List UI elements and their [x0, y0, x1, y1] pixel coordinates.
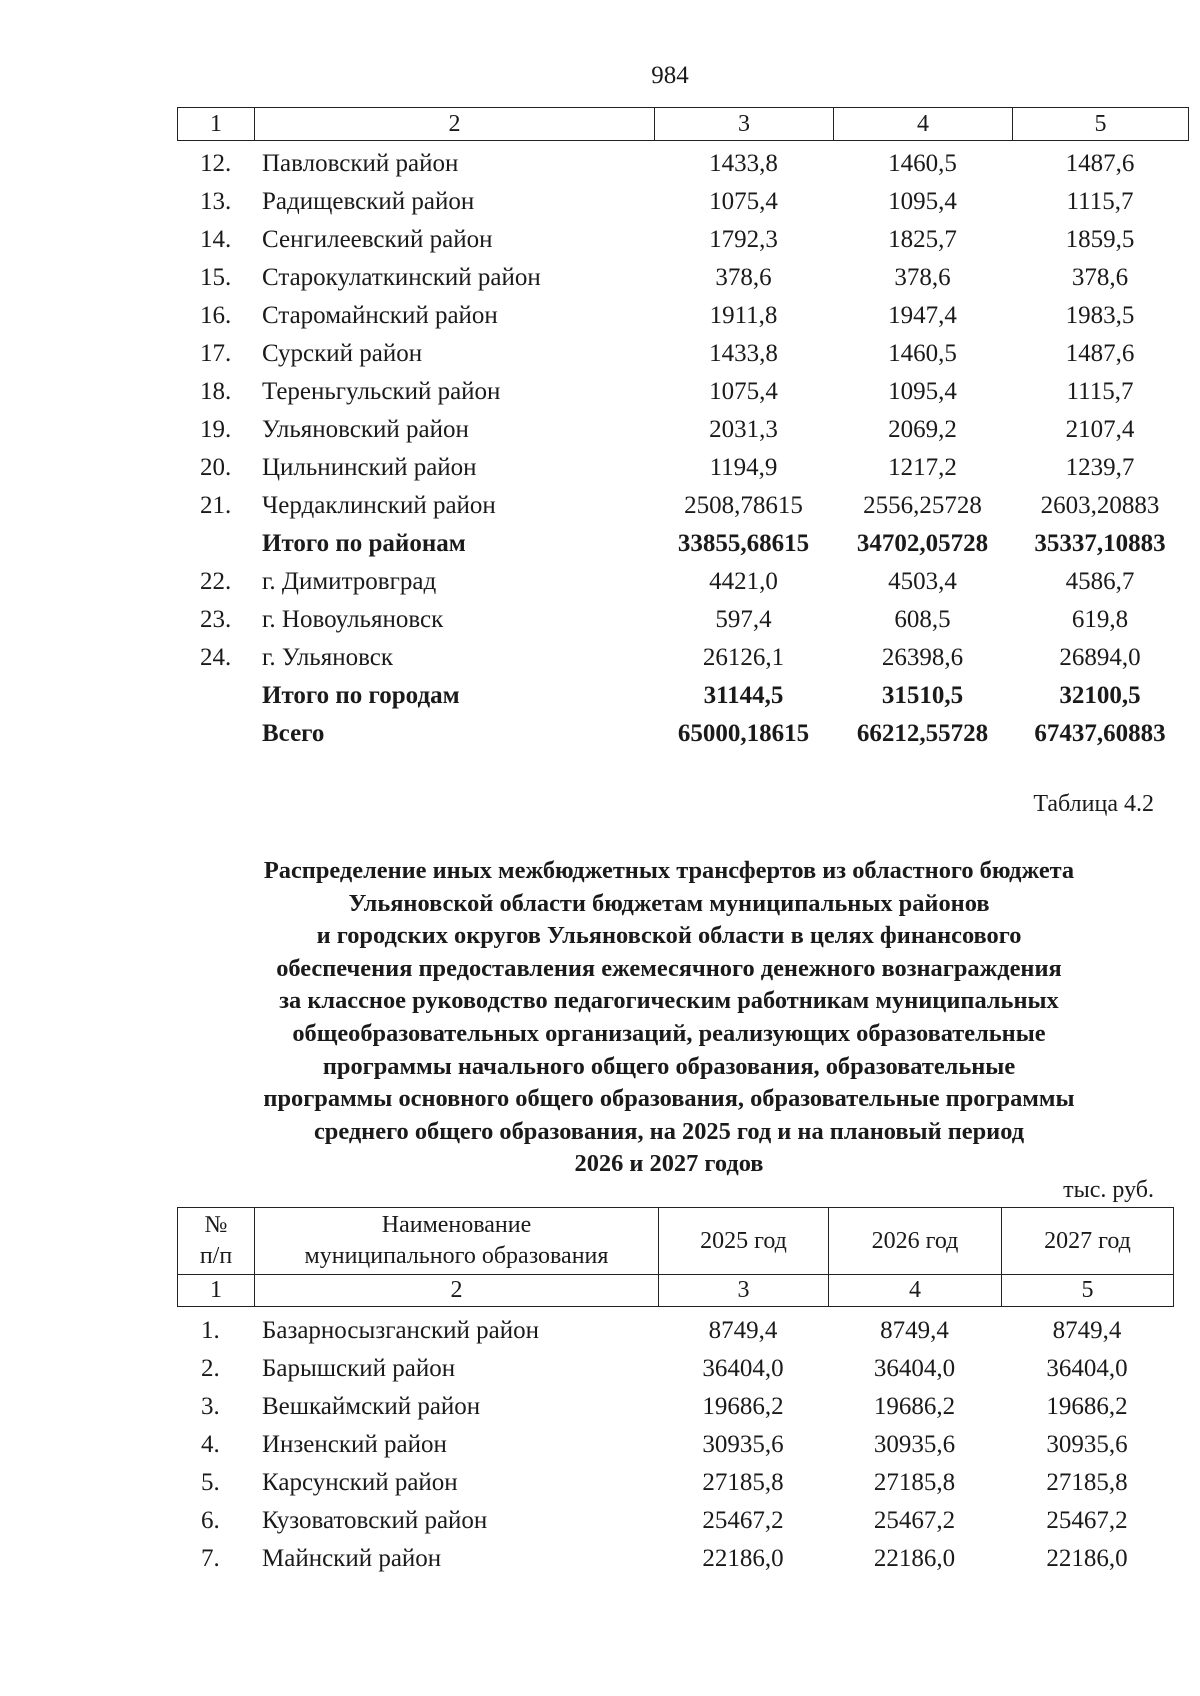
table2-row	[177, 1502, 1173, 1540]
table1-row	[177, 183, 1188, 221]
value-2027: 35337,10883	[1034, 530, 1166, 557]
table1-body	[177, 145, 1188, 753]
table2-title-line: общеобразовательных организаций, реализующих образовательные	[292, 1019, 1046, 1047]
table2-header-name	[255, 1208, 659, 1275]
table2-label: Таблица 4.2	[1033, 791, 1154, 817]
row-number: 5.	[201, 1469, 220, 1496]
table1-total-row	[177, 677, 1188, 715]
table2-colnum-3: 3	[659, 1275, 829, 1307]
value-2026: 378,6	[894, 264, 951, 291]
value-2027: 1859,5	[1065, 226, 1135, 253]
value-2026: 25467,2	[873, 1507, 956, 1534]
value-2025: 1194,9	[709, 454, 778, 481]
table1-col-3: 3	[655, 108, 834, 141]
municipality-name: г. Новоульяновск	[262, 606, 444, 633]
value-2025: 2508,78615	[684, 492, 803, 519]
value-2026: 22186,0	[873, 1545, 956, 1572]
municipality-name: Сенгилеевский район	[262, 226, 493, 253]
value-2026: 1825,7	[888, 226, 957, 253]
table1-row	[177, 145, 1188, 183]
row-number: 7.	[201, 1545, 220, 1572]
value-2027: 1115,7	[1066, 378, 1134, 405]
table2-header	[177, 1207, 1174, 1307]
value-2025: 378,6	[715, 264, 772, 291]
value-2027: 2603,20883	[1040, 492, 1160, 519]
table1-row	[177, 487, 1188, 525]
table1-row	[177, 563, 1188, 601]
value-2027: 1239,7	[1065, 454, 1135, 481]
value-2025: 8749,4	[708, 1317, 778, 1344]
value-2025: 65000,18615	[677, 720, 810, 747]
table2-title-line: Ульяновской области бюджетам муниципальных районов	[348, 889, 990, 917]
row-number: 15.	[200, 264, 232, 291]
municipality-name: Вешкаймский район	[262, 1393, 481, 1420]
value-2025: 1433,8	[709, 150, 778, 177]
value-2026: 30935,6	[873, 1431, 956, 1458]
table2-colnum-4: 4	[829, 1275, 1002, 1307]
table1-row	[177, 373, 1188, 411]
row-number: 18.	[200, 378, 232, 405]
table2-title-line: за классное руководство педагогическим работникам муниципальных	[279, 987, 1059, 1015]
table2-header-num	[178, 1208, 255, 1275]
value-2027: 4586,7	[1065, 568, 1135, 595]
table2-header-2025: 2025 год	[659, 1208, 829, 1275]
row-number: 16.	[200, 302, 232, 329]
table1-row	[177, 411, 1188, 449]
table1-total-row	[177, 715, 1188, 753]
municipality-name: Старомайнский район	[262, 302, 498, 329]
municipality-name: Цильнинский район	[262, 454, 477, 481]
value-2025: 19686,2	[702, 1393, 784, 1420]
table1-row	[177, 449, 1188, 487]
table1-row	[177, 335, 1188, 373]
table1-header	[177, 107, 1189, 141]
value-2027: 1983,5	[1065, 302, 1135, 329]
value-2025: 36404,0	[702, 1355, 784, 1382]
row-number	[177, 525, 254, 563]
municipality-name: Итого по городам	[262, 682, 460, 709]
municipality-name: Радищевский район	[262, 188, 475, 215]
table2-colnum-2: 2	[255, 1275, 659, 1307]
table2-title-line: программы начального общего образования, образовательные	[322, 1052, 1016, 1080]
row-number: 14.	[200, 226, 232, 253]
value-2027: 27185,8	[1046, 1469, 1128, 1496]
table2-title	[170, 855, 1168, 1181]
table2-row	[177, 1426, 1173, 1464]
table1-total-row	[177, 525, 1188, 563]
row-number	[177, 677, 254, 715]
municipality-name: Ульяновский район	[262, 416, 469, 443]
row-number: 4.	[201, 1431, 220, 1458]
table1-row	[177, 297, 1188, 335]
value-2026: 8749,4	[880, 1317, 949, 1344]
row-number: 12.	[200, 150, 232, 177]
value-2026: 19686,2	[873, 1393, 956, 1420]
value-2026: 26398,6	[881, 644, 964, 671]
row-number: 21.	[200, 492, 232, 519]
value-2025: 31144,5	[703, 682, 784, 709]
table2-unit: тыс. руб.	[1063, 1177, 1154, 1203]
municipality-name: Всего	[262, 720, 325, 747]
value-2026: 1460,5	[888, 150, 957, 177]
municipality-name: Базарносызганский район	[262, 1317, 540, 1344]
table2-row	[177, 1312, 1173, 1350]
municipality-name: г. Димитровград	[262, 568, 437, 595]
row-number: 6.	[201, 1507, 220, 1534]
value-2025: 22186,0	[702, 1545, 784, 1572]
municipality-name: Барышский район	[262, 1355, 456, 1382]
row-number: 3.	[201, 1393, 220, 1420]
value-2026: 1095,4	[888, 188, 957, 215]
value-2025: 33855,68615	[677, 530, 810, 557]
row-number: 19.	[200, 416, 232, 443]
municipality-name: Чердаклинский район	[262, 492, 496, 519]
value-2027: 67437,60883	[1034, 720, 1166, 747]
row-number: 22.	[200, 568, 232, 595]
municipality-name: Павловский район	[262, 150, 459, 177]
row-number: 13.	[200, 188, 232, 215]
value-2027: 19686,2	[1046, 1393, 1128, 1420]
row-number	[177, 715, 254, 753]
value-2027: 36404,0	[1046, 1355, 1128, 1382]
table1-row	[177, 601, 1188, 639]
value-2026: 66212,55728	[856, 720, 989, 747]
value-2026: 608,5	[894, 606, 951, 633]
table2-colnum-row	[178, 1275, 1174, 1307]
table2-header-name-line2: муниципального образования	[304, 1243, 609, 1269]
value-2027: 619,8	[1071, 606, 1129, 633]
value-2025: 1911,8	[709, 302, 778, 329]
value-2025: 597,4	[715, 606, 772, 633]
table2-title-line: обеспечения предоставления ежемесячного денежного вознаграждения	[276, 954, 1062, 982]
table2-row	[177, 1388, 1173, 1426]
table2-title-line: и городских округов Ульяновской области в целях финансового	[316, 922, 1022, 950]
table2-row	[177, 1464, 1173, 1502]
table1-col-4: 4	[834, 108, 1013, 141]
municipality-name: Старокулаткинский район	[262, 264, 541, 291]
value-2025: 1792,3	[709, 226, 778, 253]
table2-header-num-line2: п/п	[199, 1243, 233, 1269]
value-2026: 1095,4	[888, 378, 957, 405]
value-2027: 25467,2	[1046, 1507, 1128, 1534]
value-2026: 2556,25728	[863, 492, 982, 519]
table1-row	[177, 259, 1188, 297]
value-2025: 25467,2	[702, 1507, 784, 1534]
value-2027: 1487,6	[1065, 340, 1135, 367]
municipality-name: Тереньгульский район	[262, 378, 501, 405]
municipality-name: Инзенский район	[262, 1431, 447, 1458]
table2-header-row	[178, 1208, 1174, 1275]
table2-header-num-line1: №	[204, 1212, 228, 1238]
value-2026: 34702,05728	[856, 530, 989, 557]
table2-row	[177, 1350, 1173, 1388]
value-2025: 27185,8	[702, 1469, 784, 1496]
value-2025: 1075,4	[709, 188, 778, 215]
table2-header-2027: 2027 год	[1002, 1208, 1174, 1275]
municipality-name: Карсунский район	[262, 1469, 458, 1496]
value-2027: 22186,0	[1046, 1545, 1128, 1572]
municipality-name: Майнский район	[262, 1545, 442, 1572]
table2-title-line: программы основного общего образования, образовательные программы	[263, 1085, 1075, 1113]
table2-colnum-5: 5	[1002, 1275, 1174, 1307]
table2-colnum-1: 1	[178, 1275, 255, 1307]
value-2025: 4421,0	[709, 568, 778, 595]
value-2027: 8749,4	[1052, 1317, 1122, 1344]
value-2025: 30935,6	[702, 1431, 784, 1458]
value-2026: 2069,2	[888, 416, 957, 443]
municipality-name: Сурский район	[262, 340, 423, 367]
value-2026: 1947,4	[888, 302, 957, 329]
value-2027: 32100,5	[1059, 682, 1141, 709]
row-number: 24.	[200, 644, 232, 671]
value-2027: 30935,6	[1046, 1431, 1128, 1458]
value-2026: 36404,0	[873, 1355, 956, 1382]
table1-row	[177, 639, 1188, 677]
table2-header-2026: 2026 год	[829, 1208, 1002, 1275]
value-2027: 378,6	[1071, 264, 1129, 291]
value-2025: 1433,8	[709, 340, 778, 367]
table1-col-2: 2	[255, 108, 655, 141]
value-2026: 1460,5	[888, 340, 957, 367]
page-number: 984	[651, 62, 689, 89]
row-number: 20.	[200, 454, 232, 481]
table2-header-name-line1: Наименование	[381, 1212, 532, 1238]
municipality-name: г. Ульяновск	[262, 644, 393, 671]
row-number: 2.	[201, 1355, 220, 1382]
table1-header-row	[178, 108, 1189, 141]
value-2026: 27185,8	[873, 1469, 956, 1496]
row-number: 17.	[200, 340, 232, 367]
value-2027: 1487,6	[1065, 150, 1135, 177]
value-2027: 2107,4	[1065, 416, 1135, 443]
table2-title-line: Распределение иных межбюджетных трансфертов из областного бюджета	[263, 857, 1075, 884]
value-2027: 26894,0	[1059, 644, 1141, 671]
table1-col-5: 5	[1013, 108, 1189, 141]
value-2026: 4503,4	[888, 568, 957, 595]
row-number: 23.	[200, 606, 232, 633]
municipality-name: Кузоватовский район	[262, 1507, 488, 1534]
value-2025: 1075,4	[709, 378, 778, 405]
value-2026: 31510,5	[881, 682, 964, 709]
table1-row	[177, 221, 1188, 259]
value-2025: 26126,1	[702, 644, 785, 671]
table2-body	[177, 1312, 1173, 1578]
table1-col-1: 1	[178, 108, 255, 141]
row-number: 1.	[201, 1317, 220, 1344]
municipality-name: Итого по районам	[262, 530, 466, 557]
value-2026: 1217,2	[888, 454, 957, 481]
table2-title-line: 2026 и 2027 годов	[574, 1150, 764, 1178]
value-2025: 2031,3	[709, 416, 778, 443]
table2-title-line: среднего общего образования, на 2025 год и на плановый период	[313, 1117, 1025, 1145]
value-2027: 1115,7	[1066, 188, 1134, 215]
table2-row	[177, 1540, 1173, 1578]
